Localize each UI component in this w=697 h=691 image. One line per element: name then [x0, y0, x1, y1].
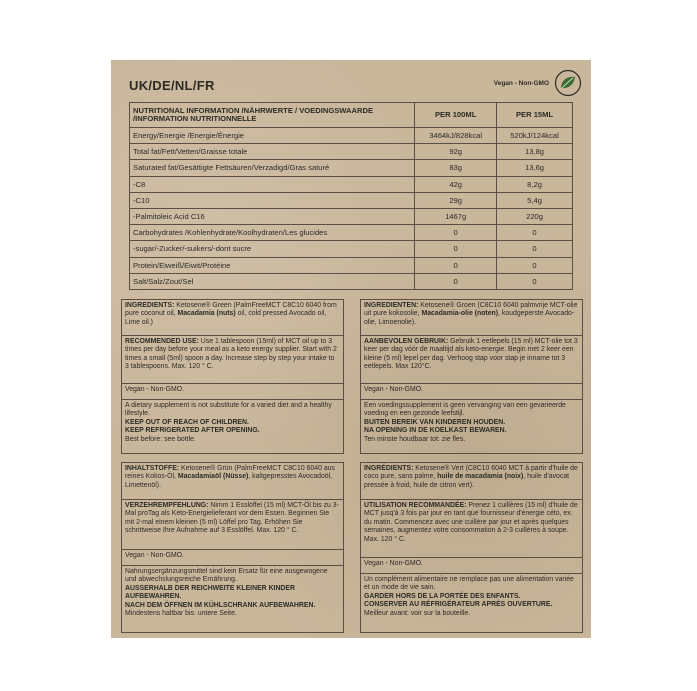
value-100ml: 0: [415, 241, 497, 257]
nutrition-row: [130, 273, 573, 289]
info-box-de: [121, 462, 344, 633]
nutrition-row: [130, 192, 573, 208]
region-heading: UK/DE/NL/FR: [129, 78, 215, 93]
supplement-note: A dietary supplement is not substitute for a varied diet and a healthy lifestyle.: [125, 402, 332, 418]
children-warning: KEEP OUT OF REACH OF CHILDREN.: [125, 418, 249, 426]
nutrition-row: [130, 208, 573, 224]
vegan-line: Vegan - Non-GMO.: [122, 384, 343, 400]
recommended-use-label: AANBEVOLEN GEBRUIK:: [364, 338, 449, 345]
ingredients-text-end: , koudgeperste Avocado-olie, Limoenolie).: [364, 310, 575, 326]
nutrition-row: [130, 241, 573, 257]
nutrition-row: [130, 144, 573, 160]
nutrient-label: Carbohydrates /Kohlenhydrate/Koolhydraten/Les glucides: [130, 225, 415, 241]
nutrient-label: Energy/Energie /Energie/Énergie: [130, 128, 415, 144]
recommended-use-text: Gebruik 1 eetlepels (15 ml) MCT-olie tot 3 keer per dag vóór de maaltijd als keto-energie. Begin met 2 keer een kleine (5 ml) lepel per dag. Verhoog stap voor stap je inname tot 3 eetlepels. Max 120°C.: [364, 338, 578, 371]
nutrition-row: [130, 257, 573, 273]
per-100ml-header: PER 100ML: [415, 103, 497, 128]
product-label: [111, 60, 591, 638]
supplement-note: Een voedingssupplement is geen vervanging van een gevarieerde voeding en een gezonde leefstijl.: [364, 402, 566, 418]
nutrient-label: -C10: [130, 192, 415, 208]
warnings-section: [122, 566, 343, 632]
ingredients-label: INGREDIENTEN:: [364, 302, 419, 309]
info-box-fr: [360, 462, 583, 633]
vegan-badge: [494, 68, 583, 98]
vegan-line: Vegan - Non-GMO.: [361, 558, 582, 574]
value-100ml: 42g: [415, 176, 497, 192]
value-15ml: 0: [497, 241, 573, 257]
value-15ml: 0: [497, 273, 573, 289]
leaf-icon: [553, 68, 583, 98]
value-100ml: 0: [415, 225, 497, 241]
best-before: Best before: see bottle.: [125, 435, 196, 443]
value-15ml: 0: [497, 225, 573, 241]
warnings-section: [122, 400, 343, 453]
ingredients-section: [122, 300, 343, 336]
value-15ml: 520kJ/124kcal: [497, 128, 573, 144]
value-15ml: 0: [497, 257, 573, 273]
value-15ml: 5,4g: [497, 192, 573, 208]
ingredients-text: Ketosene® Green (PalmFreeMCT C8C10 6040 from pure coconut oil,: [125, 302, 337, 318]
vegan-badge-text: Vegan - Non-GMO: [493, 79, 549, 87]
allergen-text: Macadamia (nuts): [177, 310, 236, 318]
ingredients-text: Ketosene® Groen (C8C10 6040 palmvrije MCT-olie uit pure kokosolie,: [364, 302, 578, 318]
children-warning: BUITEN BEREIK VAN KINDEREN HOUDEN.: [364, 418, 506, 426]
ingredients-text-end: , huile d'avocat pressée à froid, huile de citron vert).: [364, 473, 570, 489]
recommended-use-section: [361, 500, 582, 558]
supplement-note: Un complément alimentaire ne remplace pas une alimentation variée et un mode de vie sain.: [364, 576, 574, 592]
vegan-line: Vegan - Non-GMO.: [122, 550, 343, 566]
recommended-use-label: UTILISATION RECOMMANDÉE:: [364, 502, 467, 509]
refrigerate-warning: NACH DEM ÖFFNEN IM KÜHLSCHRANK AUFBEWAHREN.: [125, 601, 316, 609]
nutrient-label: Salt/Salz/Zout/Sel: [130, 273, 415, 289]
supplement-note: Nahrungsergänzungsmittel sind kein Ersatz für eine ausgewogene und abwechslungsreiche Ernährung.: [125, 568, 328, 584]
recommended-use-text: Nimm 1 Esslöffel (15 ml) MCT-Öl bis zu 3-Mal proTag als Keto-Energielieferant vor dem Essen. Beginnen Sie mit 2-mal einem kleinen (5 ml) Löffel pro Tag. Erhöhen Sie schrittweise Ihre Aufnahme auf 3 Esslöffel. Max. 120 ° C.: [125, 502, 339, 535]
warnings-section: [361, 400, 582, 453]
value-15ml: 13,6g: [497, 160, 573, 176]
recommended-use-section: [122, 500, 343, 550]
value-100ml: 0: [415, 257, 497, 273]
nutrient-label: Total fat/Fett/Vetten/Graisse totale: [130, 144, 415, 160]
nutrition-row: [130, 128, 573, 144]
nutrient-label: Saturated fat/Gesättigte Fettsäuren/Verzadigd/Gras saturé: [130, 160, 415, 176]
allergen-text: Macadamiaöl (Nüsse): [177, 473, 249, 481]
vegan-line: Vegan - Non-GMO.: [361, 384, 582, 400]
recommended-use-text: Prenez 1 cuillères (15 ml) d'huile de MCT jusq'à 3 fois par jour en tant que fournisseur d'énergie céto, ex. du matin. Commencez avec une cuillère par jour et après quelques semaines, augmentez votre consommation à 2-3 cuillères à soupe. Max. 120 ° C.: [364, 502, 578, 543]
ingredients-text: Ketosene® Grün (PalmFreeMCT C8C10 6040 aus reines Kokos-Öl,: [125, 465, 335, 481]
allergen-text: huile de macadamia (noix): [437, 473, 524, 481]
value-100ml: 29g: [415, 192, 497, 208]
value-15ml: 220g: [497, 208, 573, 224]
value-100ml: 3464kJ/828kcal: [415, 128, 497, 144]
ingredients-label: INGREDIENTS:: [125, 302, 175, 309]
ingredients-section: [361, 300, 582, 336]
nutrition-header-label: NUTRITIONAL INFORMATION /NÄHRWERTE / VOEDINGSWAARDE /INFORMATION NUTRITIONNELLE: [130, 103, 415, 128]
value-100ml: 0: [415, 273, 497, 289]
allergen-text: Macadamia-olie (noten): [421, 310, 499, 318]
nutrient-label: -C8: [130, 176, 415, 192]
nutrient-label: -sugar/-Zucker/-suikers/-dont sucre: [130, 241, 415, 257]
ingredients-section: [361, 463, 582, 500]
recommended-use-section: [361, 336, 582, 384]
ingredients-text-end: , kaltgepresstes Avocadoöl, Limettenöl).: [125, 473, 333, 489]
ingredients-label: INGRÉDIENTS:: [364, 465, 414, 472]
nutrition-row: [130, 176, 573, 192]
value-100ml: 83g: [415, 160, 497, 176]
info-box-en: [121, 299, 344, 454]
refrigerate-warning: CONSERVER AU RÉFRIGÉRATEUR APRÈS OUVERTURE.: [364, 601, 553, 609]
ingredients-section: [122, 463, 343, 500]
nutrition-row: [130, 160, 573, 176]
nutrition-header-row: [130, 103, 573, 128]
nutrition-row: [130, 225, 573, 241]
recommended-use-label: VERZEHREMPFEHLUNG:: [125, 502, 209, 509]
info-box-nl: [360, 299, 583, 454]
per-15ml-header: PER 15ML: [497, 103, 573, 128]
value-100ml: 1467g: [415, 208, 497, 224]
ingredients-text-end: oil, cold pressed Avocado oil, Lime oil.): [125, 310, 327, 326]
ingredients-text: Ketosene® Vert (C8C10 6040 MCT à partir d'huile de coco pure, sans palme,: [364, 465, 578, 481]
nutrition-table: [129, 102, 573, 290]
value-15ml: 13,8g: [497, 144, 573, 160]
best-before: Meilleur avant: voir sur la bouteille.: [364, 609, 471, 617]
value-15ml: 8,2g: [497, 176, 573, 192]
children-warning: AUSSERHALB DER REICHWEITE KLEINER KINDER AUFBEWAHREN.: [125, 584, 295, 601]
best-before: Ten minste houdbaar tot: zie fles.: [364, 435, 466, 443]
warnings-section: [361, 574, 582, 632]
nutrient-label: Protein/Eiweiß/Eiwit/Protéine: [130, 257, 415, 273]
refrigerate-warning: KEEP REFRIGERATED AFTER OPENING.: [125, 427, 260, 435]
recommended-use-label: RECOMMENDED USE:: [125, 338, 199, 345]
ingredients-label: INHALTSTOFFE:: [125, 465, 180, 472]
value-100ml: 92g: [415, 144, 497, 160]
best-before: Mindestens haltbar bis: untere Seite.: [125, 610, 237, 618]
refrigerate-warning: NA OPENING IN DE KOELKAST BEWAREN.: [364, 427, 507, 435]
recommended-use-text: Use 1 tablespoon (15ml) of MCT oil up to 3 times per day before your meal as a keto energy supplier. Start with 2 times a small (5ml) spoon a day. Increase step by step your intake to 3 tablespoons. Max. 120 ° C.: [125, 338, 337, 371]
nutrient-label: -Palmitoleic Acid C16: [130, 208, 415, 224]
recommended-use-section: [122, 336, 343, 384]
children-warning: GARDER HORS DE LA PORTÉE DES ENFANTS.: [364, 592, 521, 600]
